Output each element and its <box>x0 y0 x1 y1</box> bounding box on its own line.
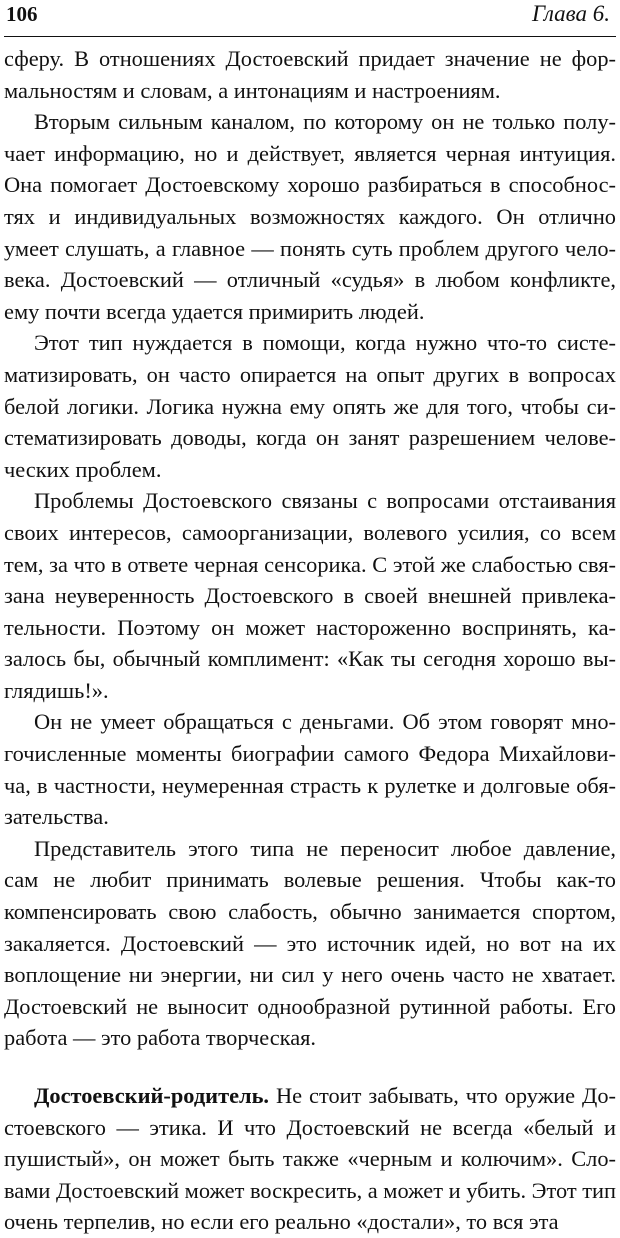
body-text <box>4 43 616 1238</box>
paragraph-logic: Этот тип нуждается в помощи, когда нужно что-то систематизировать, он часто опирается на опыт других в вопросах белой логики. Логика нужна ему опять же для того, чтобы систематизировать доводы, когда он занят разрешением человеческих проблем. <box>4 330 616 482</box>
paragraph-money: Он не умеет обращаться с деньгами. Об этом говорят многочисленные моменты биографии самого Федора Михайловича, в частности, неумеренная страсть к рулетке и долговые обязательства. <box>4 709 616 830</box>
section-heading: Достоевский-родитель. <box>34 1083 270 1108</box>
paragraph-intuition: Вторым сильным каналом, по которому он не только получает информацию, но и действует, является черная интуиция. Она помогает Достоевскому хорошо разбираться в способностях и индивидуальных возможностях каждого. Он отлично умеет слушать, а главное — понять суть проблем другого человека. Достоевский — отличный «судья» в любом конфликте, ему почти всегда удается примирить людей. <box>4 109 616 324</box>
paragraph-continuation: сферу. В отношениях Достоевский придает значение не формальностям и словам, а интонациям и настроениям. <box>4 46 616 103</box>
page-header <box>4 0 616 37</box>
section-text: Не стоит забывать, что оружие Достоевского — этика. И что Достоевский не всегда «белый и пушистый», он может быть также «черным и колючим». Словами Достоевский может воскресить, а может и убить. Этот тип очень терпелив, но если его реально «достали», то вся эта <box>4 1083 616 1235</box>
section-gap <box>4 1054 616 1080</box>
chapter-title: Глава 6. <box>532 1 610 26</box>
paragraph-parent-section <box>4 1080 616 1238</box>
page-number: 106 <box>6 2 38 26</box>
paragraph-pressure: Представитель этого типа не переносит любое давление, сам не любит принимать волевые решения. Чтобы как-то компенсировать свою слабость, обычно занимается спортом, закаляется. Достоевский — это источник идей, но вот на их воплощение ни энергии, ни сил у него очень часто не хватает. Достоевский не выносит однообразной рутинной работы. Его работа — это работа творческая. <box>4 835 616 1051</box>
paragraph-problems: Проблемы Достоевского связаны с вопросами отстаивания своих интересов, самоорганизации, волевого усилия, со всем тем, за что в ответе черная сенсорика. С этой же слабостью связана неуверенность Достоевского в своей внешней привлекательности. Поэтому он может настороженно воспринять, казалось бы, обычный комплимент: «Как ты сегодня хорошо выглядишь!». <box>4 488 616 703</box>
